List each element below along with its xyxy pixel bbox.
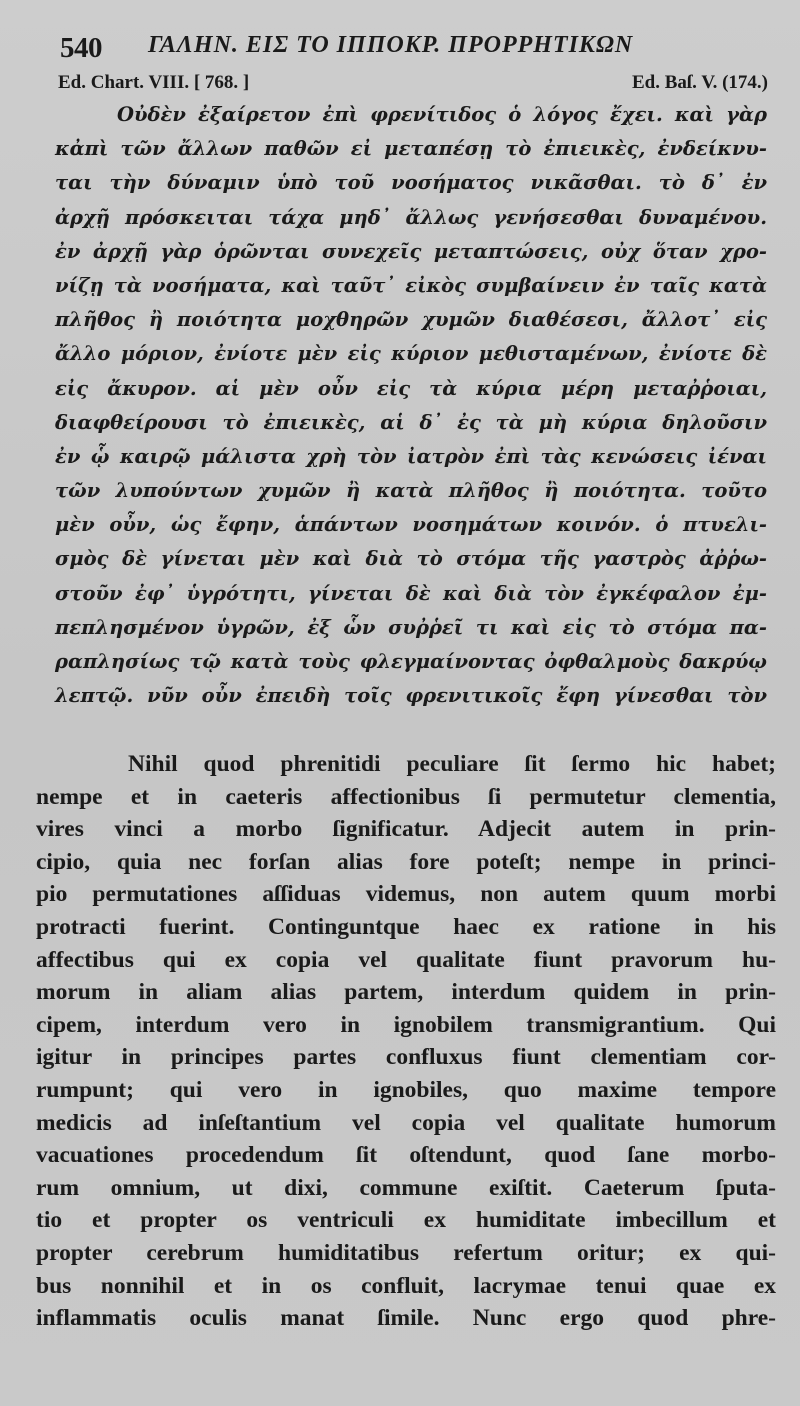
greek-text-line: πεπλησμένον ὑγρῶν, ἐξ ὧν συῤῥεῖ τι καὶ εἰς τὸ στόμα πα- [55, 615, 767, 639]
page-number: 540 [60, 32, 102, 64]
latin-text-line: propter cerebrum humiditatibus refertum oritur; ex qui- [36, 1239, 776, 1266]
latin-text-line: protracti fuerint. Continguntque haec ex ratione in his [36, 913, 776, 940]
greek-text-line: λεπτῷ. νῦν οὖν ἐπειδὴ τοῖς φρενιτικοῖς ἔφη γίνεσθαι τὸν [55, 684, 767, 708]
latin-text-line: Nihil quod phrenitidi peculiare ſit ſermo hic habet; [128, 751, 776, 777]
latin-text-line: rum omnium, ut dixi, commune exiſtit. Caeterum ſputa- [36, 1174, 776, 1201]
greek-text-line: ἐν ἀρχῇ γὰρ ὁρῶνται συνεχεῖς μεταπτώσεις, οὐχ ὅταν χρο- [55, 239, 767, 263]
latin-text-line: vacuationes procedendum ſit oſtendunt, quod ſane morbo- [36, 1142, 776, 1169]
greek-text-line: τῶν λυπούντων χυμῶν ἢ κατὰ πλῆθος ἢ ποιότητα. τοῦτο [55, 479, 767, 503]
latin-text-line: cipio, quia nec forſan alias fore poteſt; nempe in princi- [36, 848, 776, 875]
greek-text-line: στοῦν ἐφ᾽ ὑγρότητι, γίνεται δὲ καὶ διὰ τὸν ἐγκέφαλον ἐμ- [55, 581, 767, 605]
greek-text-line: ται τὴν δύναμιν ὑπὸ τοῦ νοσήματος νικᾶσθαι. τὸ δ᾽ ἐν [55, 171, 767, 195]
latin-text-line: tio et propter os ventriculi ex humiditate imbecillum et [36, 1207, 776, 1234]
latin-text-line: bus nonnihil et in os confluit, lacrymae tenui quae ex [36, 1272, 776, 1299]
greek-text-block [55, 98, 767, 713]
edition-chart-reference: Ed. Chart. VIII. [ 768. ] [58, 72, 250, 93]
greek-text-line: κἀπὶ τῶν ἄλλων παθῶν εἰ μεταπέσῃ τὸ ἐπιεικὲς, ἐνδείκνυ- [55, 137, 767, 161]
greek-text-line: σμὸς δὲ γίνεται μὲν καὶ διὰ τὸ στόμα τῆς γαστρὸς ἀῤῥω- [55, 547, 767, 571]
greek-text-line: Οὐδὲν ἐξαίρετον ἐπὶ φρενίτιδος ὁ λόγος ἔχει. καὶ γὰρ [117, 103, 767, 126]
latin-text-line: affectibus qui ex copia vel qualitate fiunt pravorum hu- [36, 946, 776, 973]
greek-text-line: ἄλλο μόριον, ἐνίοτε μὲν εἰς κύριον μεθισταμένων, ἐνίοτε δὲ [55, 342, 767, 366]
greek-text-line: διαφθείρουσι τὸ ἐπιεικὲς, αἱ δ᾽ ἐς τὰ μὴ κύρια δηλοῦσιν [55, 410, 767, 434]
latin-text-line: medicis ad inſeſtantium vel copia vel qualitate humorum [36, 1109, 776, 1136]
greek-text-line: πλῆθος ἢ ποιότητα μοχθηρῶν χυμῶν διαθέσεσι, ἄλλοτ᾽ εἰς [55, 308, 767, 332]
edition-reference-line [58, 72, 768, 100]
latin-text-line: rumpunt; qui vero in ignobiles, quo maxime tempore [36, 1076, 776, 1103]
latin-text-block [36, 748, 776, 1335]
greek-text-line: εἰς ἄκυρον. αἱ μὲν οὖν εἰς τὰ κύρια μέρη μεταῤῥοιαι, [55, 376, 767, 400]
greek-text-line: μὲν οὖν, ὡς ἔφην, ἁπάντων νοσημάτων κοινόν. ὁ πτυελι- [55, 513, 767, 537]
latin-text-line: cipem, interdum vero in ignobilem transmigrantium. Qui [36, 1011, 776, 1038]
latin-text-line: nempe et in caeteris affectionibus ſi permutetur clementia, [36, 783, 776, 810]
latin-text-line: igitur in principes partes confluxus fiunt clementiam cor- [36, 1044, 776, 1071]
latin-text-line: morum in aliam alias partem, interdum quidem in prin- [36, 979, 776, 1006]
greek-text-line: νίζῃ τὰ νοσήματα, καὶ ταῦτ᾽ εἰκὸς συμβαίνειν ἐν ταῖς κατὰ [55, 273, 767, 297]
running-title: ΓΑΛΗΝ. ΕΙΣ ΤΟ ΙΠΠΟΚΡ. ΠΡΟΡΡΗΤΙΚΩΝ [148, 32, 634, 58]
page-header [60, 30, 760, 66]
greek-text-line: ραπλησίως τῷ κατὰ τοὺς φλεγμαίνοντας ὀφθαλμοὺς δακρύῳ [55, 650, 767, 673]
edition-basel-reference: Ed. Baſ. V. (174.) [631, 72, 768, 93]
greek-text-line: ἐν ᾧ καιρῷ μάλιστα χρὴ τὸν ἰατρὸν ἐπὶ τὰς κενώσεις ἰέναι [55, 444, 767, 468]
latin-text-line: pio permutationes aſſiduas videmus, non autem quum morbi [36, 881, 776, 908]
latin-text-line: vires vinci a morbo ſignificatur. Adjecit autem in prin- [36, 816, 776, 843]
greek-text-line: ἀρχῇ πρόσκειται τάχα μηδ᾽ ἄλλως γενήσεσθαι δυναμένου. [55, 205, 767, 229]
latin-text-line: inflammatis oculis manat ſimile. Nunc ergo quod phre- [36, 1305, 776, 1332]
